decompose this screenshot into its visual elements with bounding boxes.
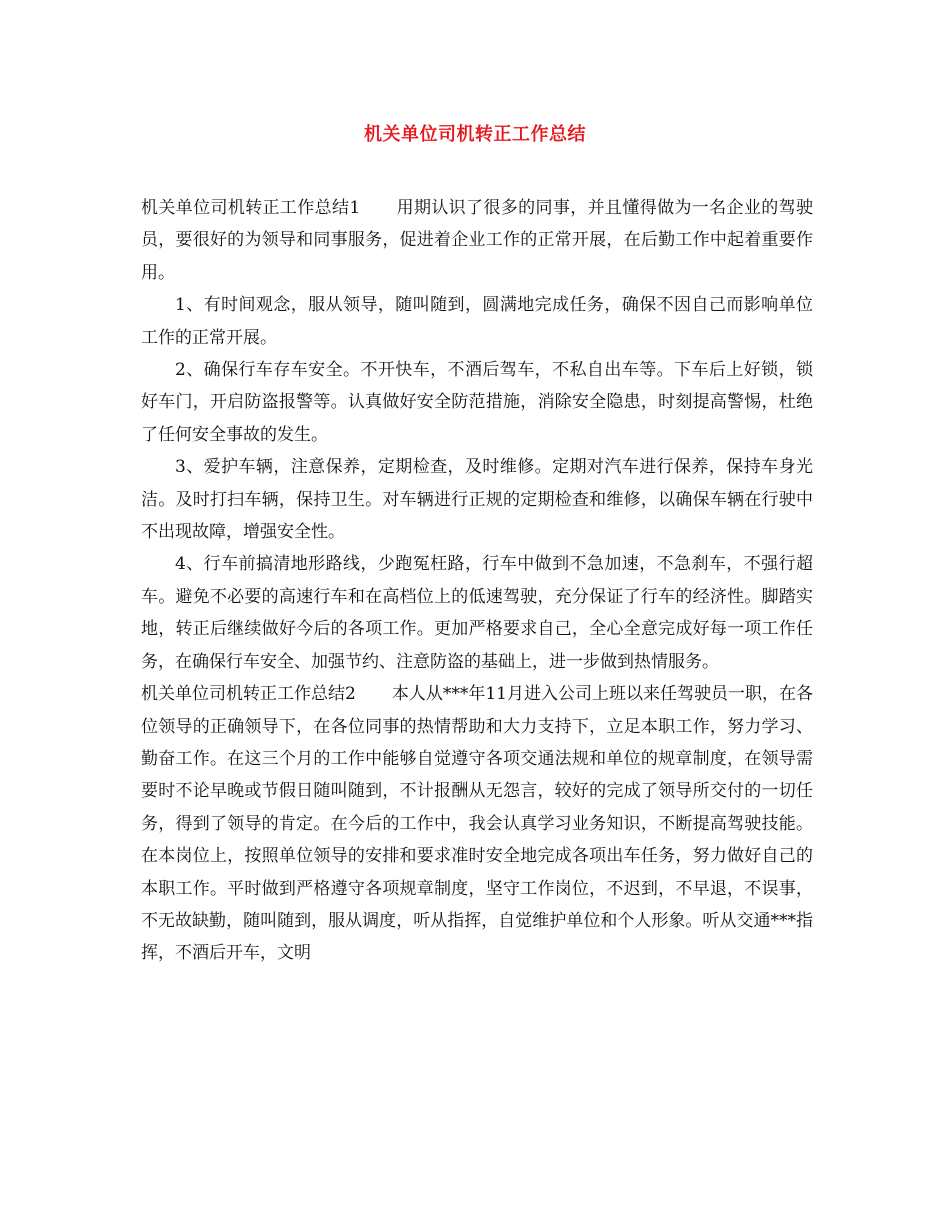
paragraph-item-4 <box>141 548 813 678</box>
document-title: 机关单位司机转正工作总结 <box>364 124 586 145</box>
paragraph-section-2-intro <box>141 678 813 970</box>
paragraph-text: 4、行车前搞清地形路线，少跑冤枉路，行车中做到不急加速，不急刹车，不强行超车。避免不必要的高速行车和在高档位上的低速驾驶，充分保证了行车的经济性。脚踏实地，转正后继续做好今后的各项工作。更加严格要求自己，全心全意完成好每一项工作任务，在确保行车安全、加强节约、注意防盗的基础上，进一步做到热情服务。 <box>141 554 813 672</box>
paragraph-text: 用期认识了很多的同事，并且懂得做为一名企业的驾驶员，要很好的为领导和同事服务，促进着企业工作的正常开展，在后勤工作中起着重要作用。 <box>141 198 813 283</box>
paragraph-text: 2、确保行车存车安全。不开快车，不酒后驾车，不私自出车等。下车后上好锁，锁好车门，开启防盗报警等。认真做好安全防范措施，消除安全隐患，时刻提高警惕，杜绝了任何安全事故的发生。 <box>141 360 813 445</box>
paragraph-text: 3、爱护车辆，注意保养，定期检查，及时维修。定期对汽车进行保养，保持车身光洁。及时打扫车辆，保持卫生。对车辆进行正规的定期检查和维修，以确保车辆在行驶中不出现故障，增强安全性。 <box>141 457 813 543</box>
paragraph-section-1-intro <box>141 192 813 289</box>
paragraph-text: 本人从***年11月进入公司上班以来任驾驶员一职，在各位领导的正确领导下，在各位同事的热情帮助和大力支持下，立足本职工作，努力学习、勤奋工作。在这三个月的工作中能够自觉遵守各项交通法规和单位的规章制度，在领导需要时不论早晚或节假日随叫随到，不计报酬从无怨言，较好的完成了领导所交付的一切任务，得到了领导的肯定。在今后的工作中，我会认真学习业务知识，不断提高驾驶技能。在本岗位上，按照单位领导的安排和要求准时安全地完成各项出车任务，努力做好自己的本职工作。平时做到严格遵守各项规章制度，坚守工作岗位，不迟到，不早退，不误事，不无故缺勤，随叫随到，服从调度，听从指挥，自觉维护单位和个人形象。听从交通***指挥，不酒后开车，文明 <box>141 684 813 964</box>
section-heading-2: 机关单位司机转正工作总结2 <box>141 684 356 705</box>
document-body <box>141 192 813 970</box>
paragraph-item-2 <box>141 354 813 451</box>
paragraph-item-3 <box>141 451 813 548</box>
section-heading-1: 机关单位司机转正工作总结1 <box>141 198 361 218</box>
paragraph-item-1 <box>141 289 813 354</box>
paragraph-text: 1、有时间观念，服从领导，随叫随到，圆满地完成任务，确保不因自己而影响单位工作的正常开展。 <box>141 295 813 348</box>
